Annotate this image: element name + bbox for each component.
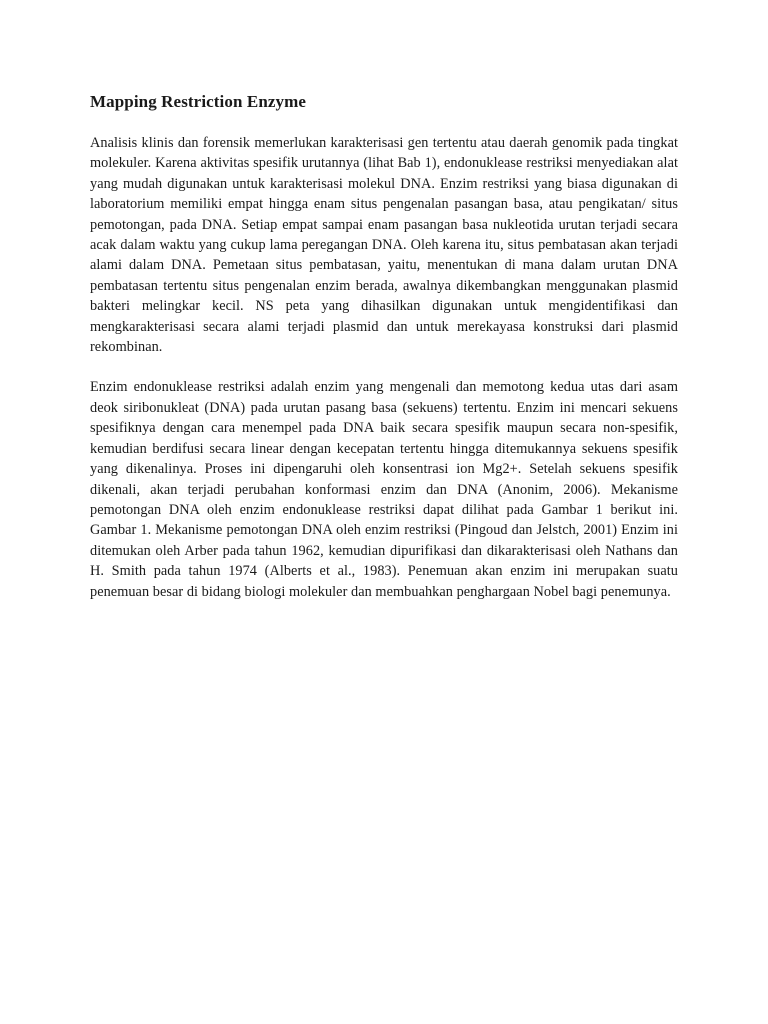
- document-page: [90, 92, 678, 622]
- paragraph-2: Enzim endonuklease restriksi adalah enzim yang mengenali dan memotong kedua utas dari asam deok siribonukleat (DNA) pada urutan pasang basa (sekuens) tertentu. Enzim ini mencari sekuens spesifiknya dengan cara menempel pada DNA baik secara spesifik maupun secara non-spesifik, kemudian berdifusi secara linear dengan kecepatan tertentu hingga ditemukannya sekuens spesifik yang dikenalinya. Proses ini dipengaruhi oleh konsentrasi ion Mg2+. Setelah sekuens spesifik dikenali, akan terjadi perubahan konformasi enzim dan DNA (Anonim, 2006). Mekanisme pemotongan DNA oleh enzim endonuklease restriksi dapat dilihat pada Gambar 1 berikut ini. Gambar 1. Mekanisme pemotongan DNA oleh enzim restriksi (Pingoud dan Jelstch, 2001) Enzim ini ditemukan oleh Arber pada tahun 1962, kemudian dipurifikasi dan dikarakterisasi oleh Nathans dan H. Smith pada tahun 1974 (Alberts et al., 1983). Penemuan akan enzim ini merupakan suatu penemuan besar di bidang biologi molekuler dan membuahkan penghargaan Nobel bagi penemunya.: [90, 379, 678, 600]
- document-title: Mapping Restriction Enzyme: [90, 92, 307, 111]
- paragraph-1: Analisis klinis dan forensik memerlukan karakterisasi gen tertentu atau daerah genomik pada tingkat molekuler. Karena aktivitas spesifik urutannya (lihat Bab 1), endonuklease restriksi menyediakan alat yang mudah digunakan untuk karakterisasi molekul DNA. Enzim restriksi yang biasa digunakan di laboratorium memiliki empat hingga enam situs pengenalan pasangan basa, atau pengikatan/ situs pemotongan, pada DNA. Setiap empat sampai enam pasangan basa nukleotida urutan terjadi secara acak dalam waktu yang cukup lama peregangan DNA. Oleh karena itu, situs pembatasan akan terjadi alami dalam DNA. Pemetaan situs pembatasan, yaitu, menentukan di mana dalam urutan DNA pembatasan tertentu situs pengenalan enzim berada, awalnya dikembangkan menggunakan plasmid bakteri melingkar kecil. NS peta yang dihasilkan digunakan untuk mengidentifikasi dan mengkarakterisasi secara alami terjadi plasmid dan untuk merekayasa konstruksi dari plasmid rekombinan.: [90, 135, 678, 356]
